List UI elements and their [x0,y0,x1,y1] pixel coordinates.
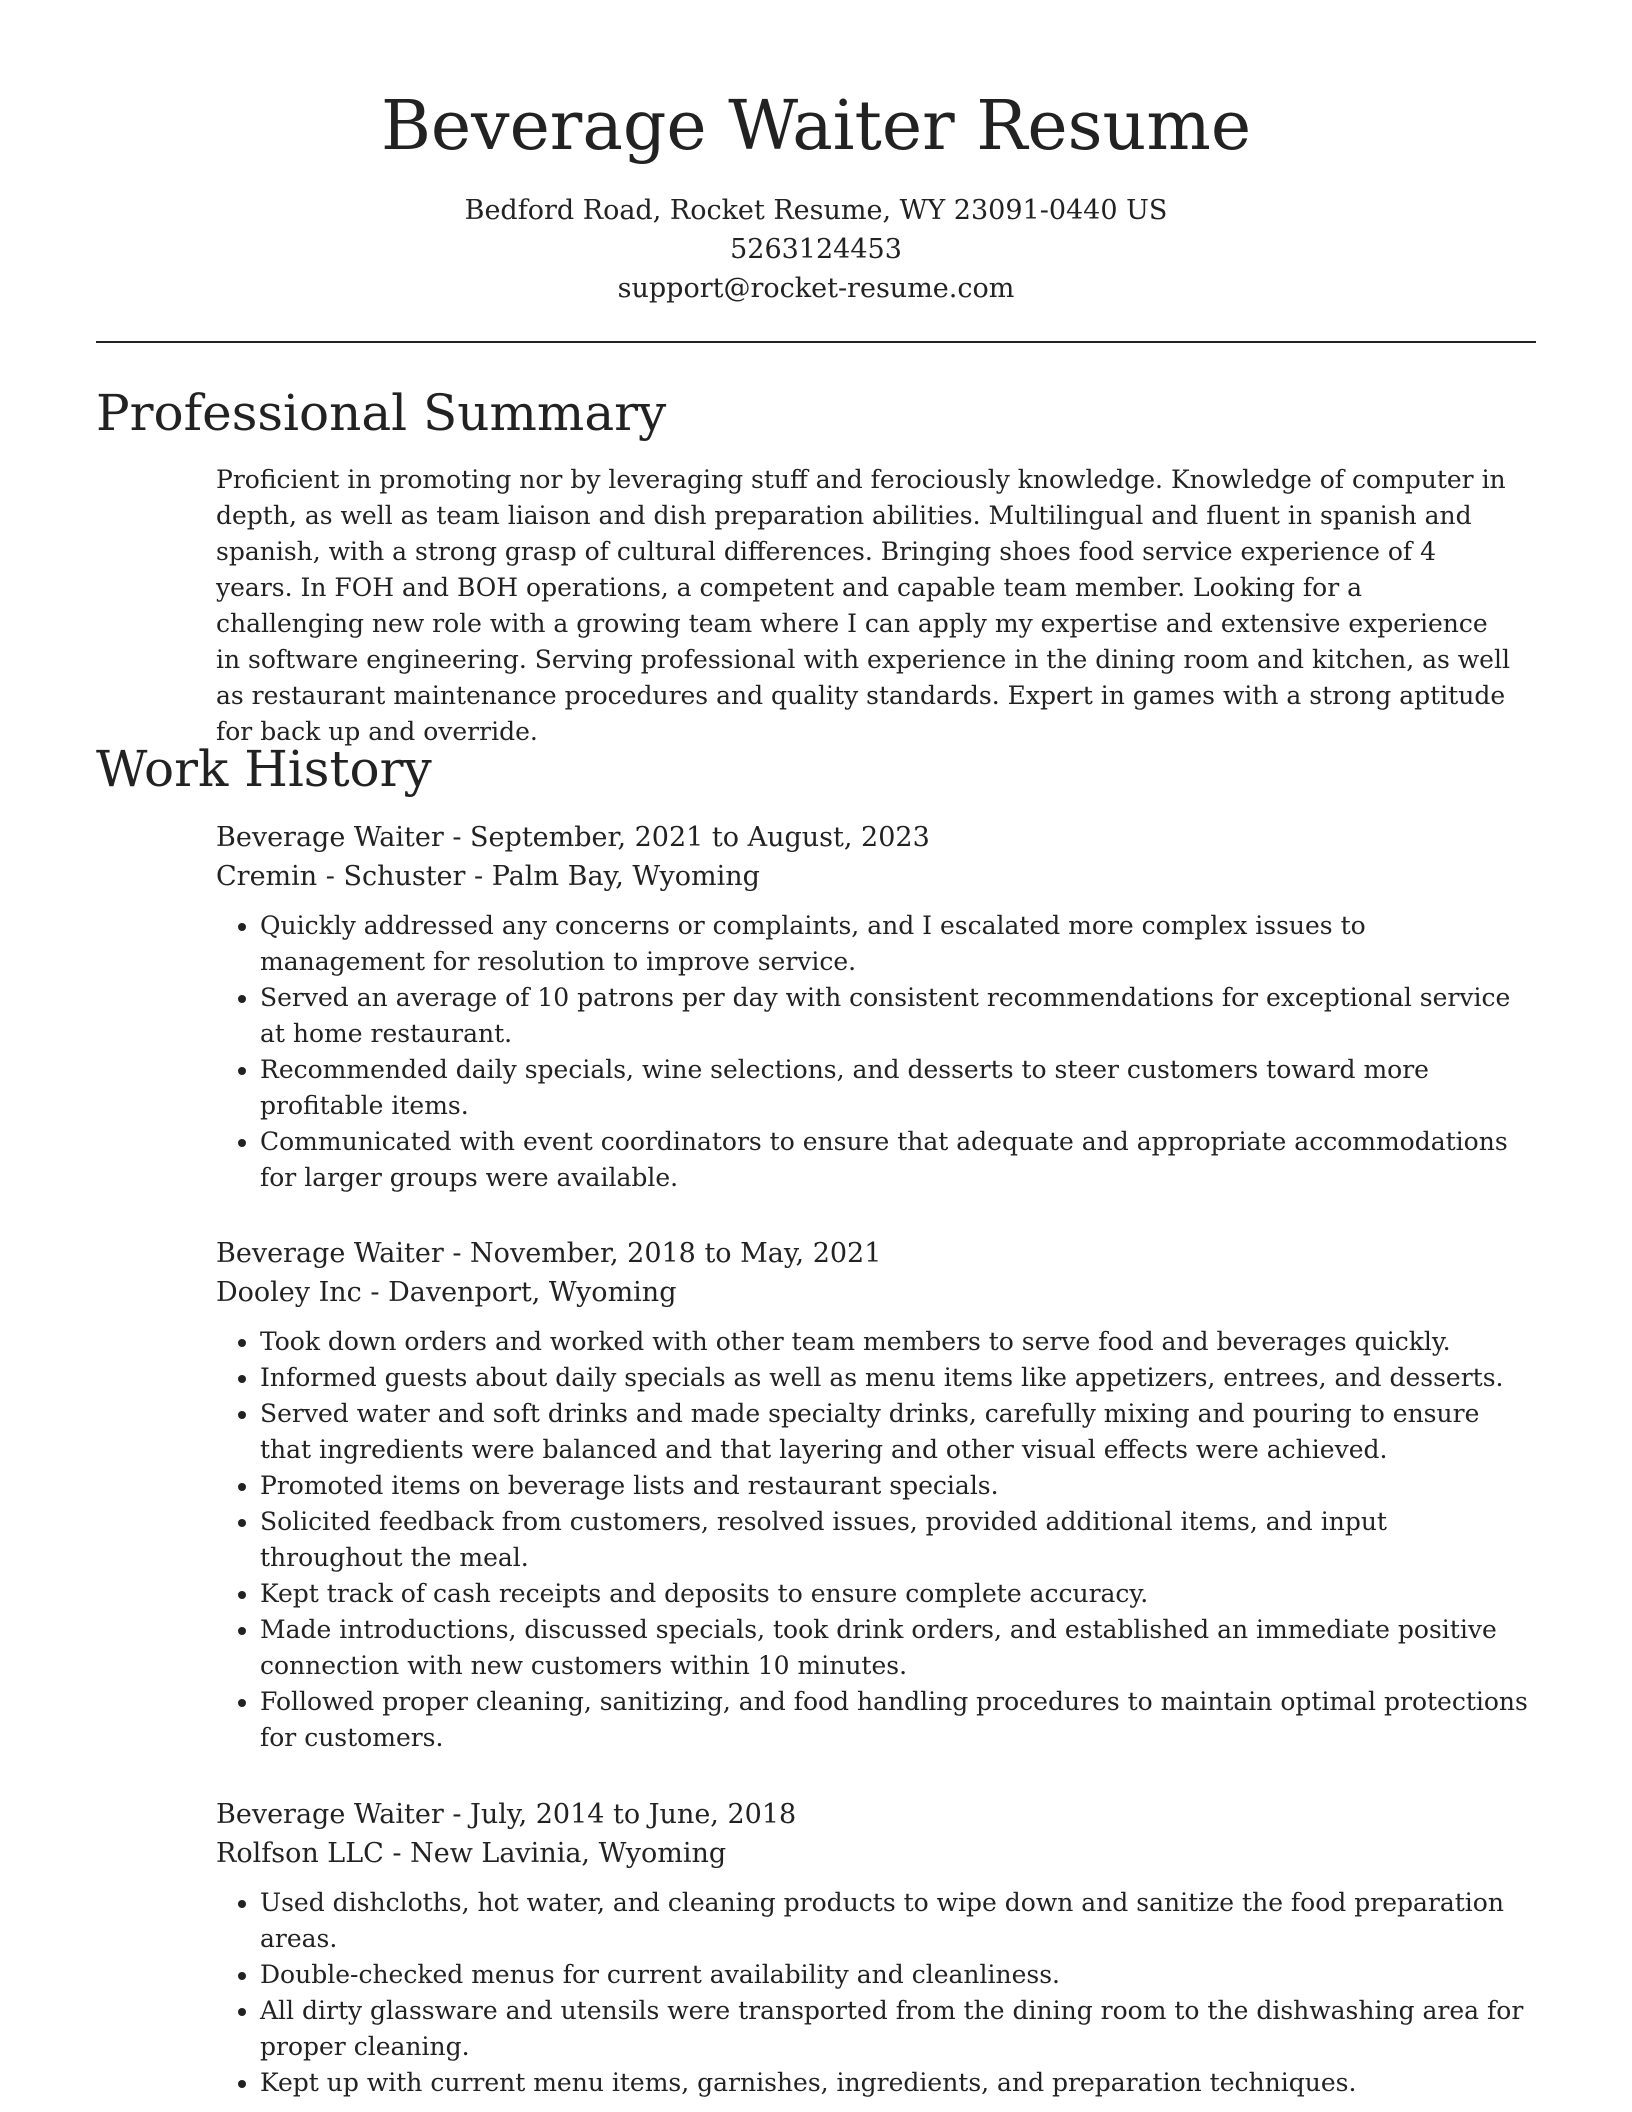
job-bullet: • Kept up with current menu items, garnishes, ingredients, and preparation techniques. [260,2065,1536,2101]
job-entry [216,1234,1536,1756]
job-bullet: • Followed proper cleaning, sanitizing, and food handling procedures to maintain optimal protections for customers. [260,1684,1536,1756]
job-bullet: • Recommended daily specials, wine selections, and desserts to steer customers toward more profitable items. [260,1052,1536,1124]
job-title-line: Beverage Waiter - September, 2021 to August, 2023 [216,822,930,853]
job-title-line: Beverage Waiter - July, 2014 to June, 2018 [216,1799,797,1830]
job-company-line: Dooley Inc - Davenport, Wyoming [216,1277,677,1308]
job-bullet: • Solicited feedback from customers, resolved issues, provided additional items, and input throughout the meal. [260,1504,1536,1576]
job-bullet: • Informed guests about daily specials as well as menu items like appetizers, entrees, and desserts. [260,1360,1536,1396]
contact-email: support@rocket-resume.com [617,273,1015,304]
job-bullet-list [216,1885,1536,2101]
resume-title: Beverage Waiter Resume [380,87,1252,166]
section-heading-work-history: Work History [96,740,432,798]
job-bullet: • Promoted items on beverage lists and restaurant specials. [260,1468,1536,1504]
job-company-line: Rolfson LLC - New Lavinia, Wyoming [216,1838,727,1869]
contact-address: Bedford Road, Rocket Resume, WY 23091-0440 US [464,195,1168,226]
job-bullet: • Kept track of cash receipts and deposits to ensure complete accuracy. [260,1576,1536,1612]
job-bullet-list [216,1324,1536,1756]
job-entry [216,1795,1536,2101]
job-bullet: • Used dishcloths, hot water, and cleaning products to wipe down and sanitize the food preparation areas. [260,1885,1536,1957]
header-divider [96,341,1536,343]
summary-text: Proficient in promoting nor by leveraging stuff and ferociously knowledge. Knowledge of computer in depth, as well as team liaison and dish preparation abilities. Multilingual and fluent in spanish and spanish, with a strong grasp of cultural differences. Bringing shoes food service experience of 4 years. In FOH and BOH operations, a competent and capable team member. Looking for a challenging new role with a growing team where I can apply my expertise and extensive experience in software engineering. Serving professional with experience in the dining room and kitchen, as well as restaurant maintenance procedures and quality standards. Expert in games with a strong aptitude for back up and override. [216,465,1510,746]
job-bullet: • All dirty glassware and utensils were transported from the dining room to the dishwashing area for proper cleaning. [260,1993,1536,2065]
contact-block [0,191,1632,308]
job-bullet: • Double-checked menus for current availability and cleanliness. [260,1957,1536,1993]
section-heading-summary: Professional Summary [96,384,667,442]
job-bullet: • Served an average of 10 patrons per day with consistent recommendations for exceptional service at home restaurant. [260,980,1536,1052]
job-bullet: • Quickly addressed any concerns or complaints, and I escalated more complex issues to management for resolution to improve service. [260,908,1536,980]
job-bullet: • Made introductions, discussed specials, took drink orders, and established an immediate positive connection with new customers within 10 minutes. [260,1612,1536,1684]
job-bullet: • Communicated with event coordinators to ensure that adequate and appropriate accommodations for larger groups were available. [260,1124,1536,1196]
job-bullet-list [216,908,1536,1196]
job-bullet: • Took down orders and worked with other team members to serve food and beverages quickly. [260,1324,1536,1360]
job-bullet: • Served water and soft drinks and made specialty drinks, carefully mixing and pouring to ensure that ingredients were balanced and that layering and other visual effects were achieved. [260,1396,1536,1468]
job-title-line: Beverage Waiter - November, 2018 to May, 2021 [216,1238,882,1269]
job-entry [216,818,1536,1196]
contact-phone: 5263124453 [730,234,902,265]
job-company-line: Cremin - Schuster - Palm Bay, Wyoming [216,861,760,892]
